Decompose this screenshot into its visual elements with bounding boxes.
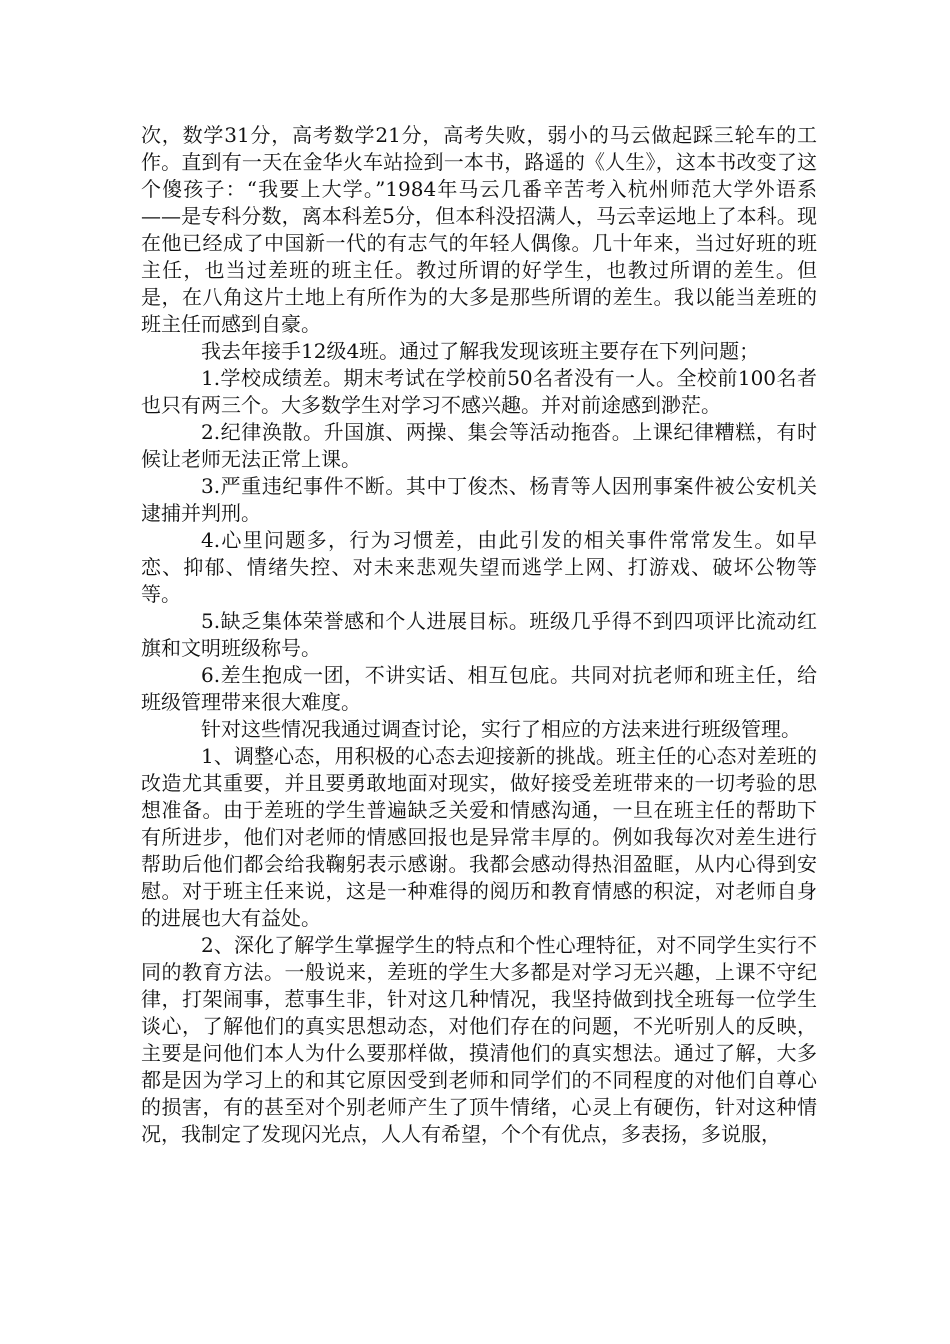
paragraph-method-2: 2、深化了解学生掌握学生的特点和个性心理特征，对不同学生实行不同的教育方法。一般说来，差班的学生大多都是对学习无兴趣，上课不守纪律，打架闹事，惹事生非，针对这几种情况，我坚持做到找全班每一位学生谈心，了解他们的真实思想动态，对他们存在的问题，不光听别人的反映，主要是问他们本人为什么要那样做，摸清他们的真实想法。通过了解，大多都是因为学习上的和其它原因受到老师和同学们的不同程度的对他们自尊心的损害，有的甚至对个别老师产生了顶牛情绪，心灵上有硬伤，针对这种情况，我制定了发现闪光点，人人有希望，个个有优点，多表扬，多说服，: [141, 933, 817, 1146]
list-item-problem-4: 4.心里问题多，行为习惯差，由此引发的相关事件常常发生。如早恋、抑郁、情绪失控、对未来悲观失望而逃学上网、打游戏、破坏公物等等。: [141, 528, 817, 606]
list-item-problem-5: 5.缺乏集体荣誉感和个人进展目标。班级几乎得不到四项评比流动红旗和文明班级称号。: [141, 609, 817, 660]
paragraph-method-1: 1、调整心态，用积极的心态去迎接新的挑战。班主任的心态对差班的改造尤其重要，并且要勇敢地面对现实，做好接受差班带来的一切考验的思想准备。由于差班的学生普遍缺乏关爱和情感沟通，一旦在班主任的帮助下有所进步，他们对老师的情感回报也是异常丰厚的。例如我每次对差生进行帮助后他们都会给我鞠躬表示感谢。我都会感动得热泪盈眶，从内心得到安慰。对于班主任来说，这是一种难得的阅历和教育情感的积淀，对老师自身的进展也大有益处。: [141, 744, 817, 930]
list-item-problem-1: 1.学校成绩差。期末考试在学校前50名者没有一人。全校前100名者也只有两三个。大多数学生对学习不感兴趣。并对前途感到渺茫。: [141, 366, 817, 417]
list-item-problem-6: 6.差生抱成一团，不讲实话、相互包庇。共同对抗老师和班主任，给班级管理带来很大难度。: [141, 663, 817, 714]
paragraph-methods-intro: 针对这些情况我通过调查讨论，实行了相应的方法来进行班级管理。: [201, 717, 801, 741]
paragraph-intro-continuation: 次，数学31分，高考数学21分，高考失败，弱小的马云做起踩三轮车的工作。直到有一天在金华火车站捡到一本书，路遥的《人生》，这本书改变了这个傻孩子：“我要上大学。”1984年马云几番辛苦考入杭州师范大学外语系——是专科分数，离本科差5分，但本科没招满人，马云幸运地上了本科。现在他已经成了中国新一代的有志气的年轻人偶像。几十年来，当过好班的班主任，也当过差班的班主任。教过所谓的好学生，也教过所谓的差生。但是，在八角这片土地上有所作为的大多是那些所谓的差生。我以能当差班的班主任而感到自豪。: [141, 123, 817, 336]
list-item-problem-3: 3.严重违纪事件不断。其中丁俊杰、杨青等人因刑事案件被公安机关逮捕并判刑。: [141, 474, 817, 525]
paragraph-class-intro: 我去年接手12级4班。通过了解我发现该班主要存在下列问题；: [201, 339, 760, 363]
document-body: [141, 122, 817, 1148]
list-item-problem-2: 2.纪律涣散。升国旗、两操、集会等活动拖沓。上课纪律糟糕，有时候让老师无法正常上课。: [141, 420, 817, 471]
